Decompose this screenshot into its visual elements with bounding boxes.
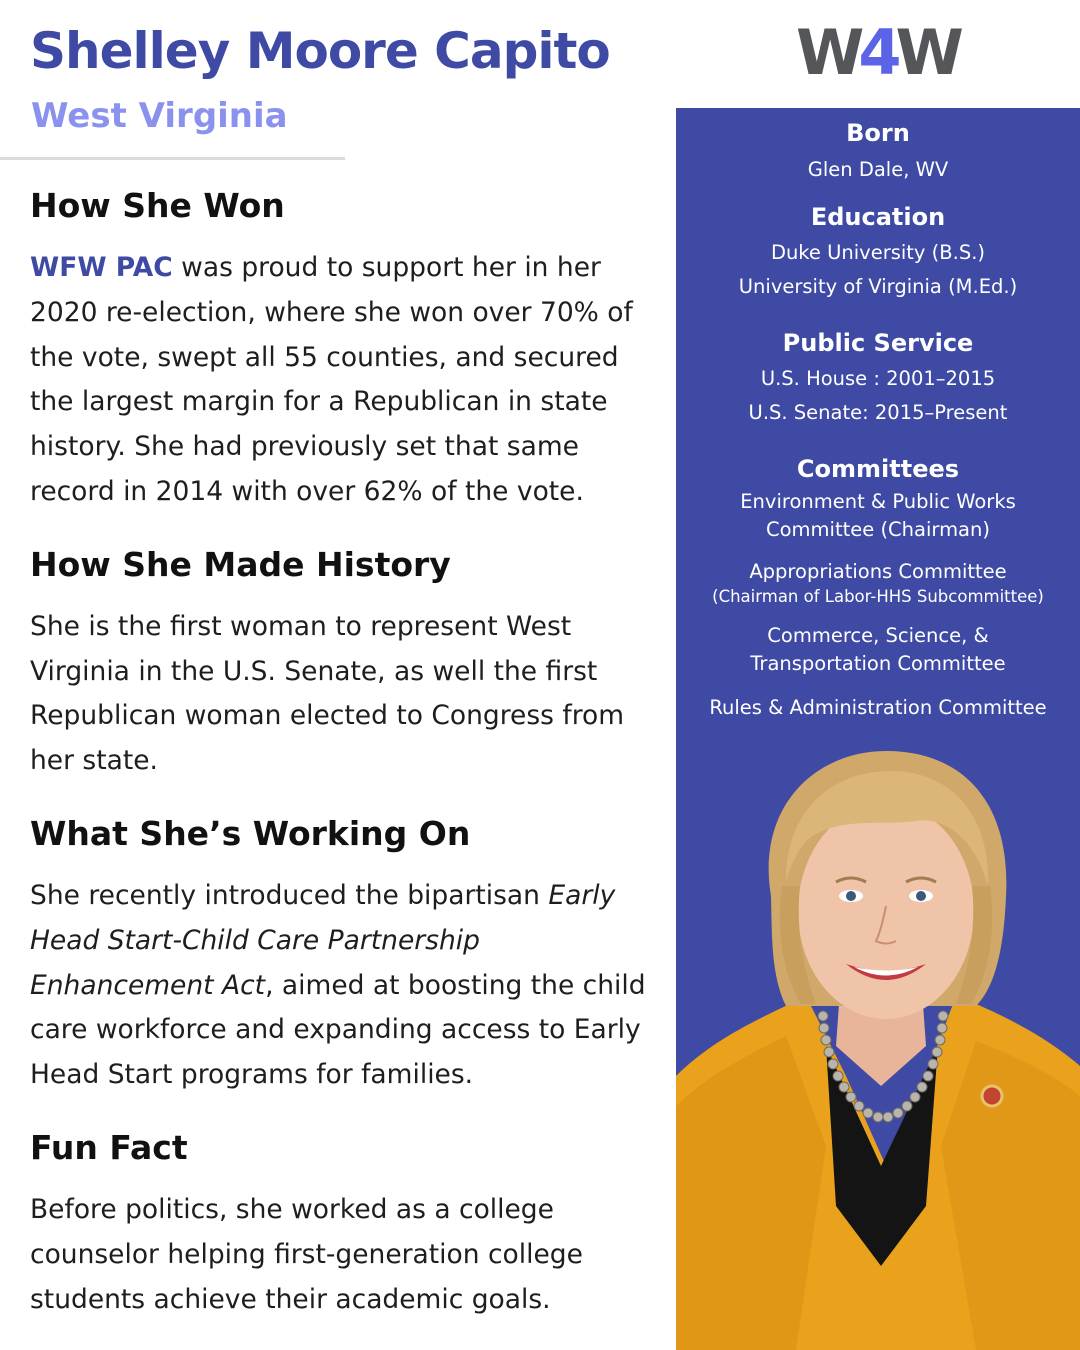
education-item: University of Virginia (M.Ed.) <box>738 275 1018 298</box>
service-heading: Public Service <box>782 329 974 357</box>
service-item: U.S. House : 2001–2015 <box>760 367 996 390</box>
born-place: Glen Dale, WV <box>807 158 949 181</box>
education-heading: Education <box>810 203 946 231</box>
committee-note: (Chairman of Labor-HHS Subcommittee) <box>712 587 1044 606</box>
born-heading: Born <box>846 119 910 147</box>
section-fun-fact <box>30 1126 655 1322</box>
committees-heading: Committees <box>796 455 960 483</box>
section-heading: How She Made History <box>30 544 451 584</box>
section-heading: Fun Fact <box>30 1127 188 1167</box>
education-item: Duke University (B.S.) <box>770 241 986 264</box>
section-made-history <box>30 543 655 784</box>
born-block <box>676 118 1080 184</box>
committee-item: Commerce, Science, & <box>767 624 989 647</box>
committees-block <box>676 454 1080 722</box>
state-name: West Virginia <box>31 96 288 136</box>
bill-title: Early Head Start-Child Care Partnership Enhancement Act <box>30 879 616 1001</box>
senator-name: Shelley Moore Capito <box>30 22 610 80</box>
w4w-logo: W4W <box>796 16 958 89</box>
info-sidebar <box>676 108 1080 1350</box>
section-working-on <box>30 812 655 1098</box>
section-how-she-won <box>30 184 655 515</box>
committee-item: Transportation Committee <box>750 652 1006 675</box>
committee-item: Appropriations Committee <box>749 560 1007 583</box>
wfw-pac-label: WFW PAC <box>30 252 173 283</box>
senator-portrait <box>676 746 1080 1350</box>
committee-item: Environment & Public Works <box>740 490 1016 513</box>
service-item: U.S. Senate: 2015–Present <box>748 401 1008 424</box>
section-heading: What She’s Working On <box>30 813 471 853</box>
education-block <box>676 202 1080 301</box>
committee-item: Committee (Chairman) <box>766 518 990 541</box>
section-body: WFW PAC was proud to support her in her 2020 re-election, where she won over 70% of the vote, swept all 55 counties, and secured the largest margin for a Republican in state history. She had previously set that same record in 2014 with over 62% of the vote. <box>30 252 633 507</box>
section-body: Before politics, she worked as a college counselor helping first-generation college students achieve their academic goals. <box>30 1193 583 1315</box>
section-body: She is the first woman to represent West Virginia in the U.S. Senate, as well the first Republican woman elected to Congress from her state. <box>30 610 625 777</box>
committee-item: Rules & Administration Committee <box>709 696 1047 719</box>
header-divider <box>0 157 345 160</box>
section-body: She recently introduced the bipartisan Early Head Start-Child Care Partnership Enhancement Act, aimed at boosting the child care workforce and expanding access to Early Head Start programs for families. <box>30 879 646 1091</box>
main-content <box>30 184 655 1322</box>
section-heading: How She Won <box>30 186 285 225</box>
service-block <box>676 328 1080 427</box>
